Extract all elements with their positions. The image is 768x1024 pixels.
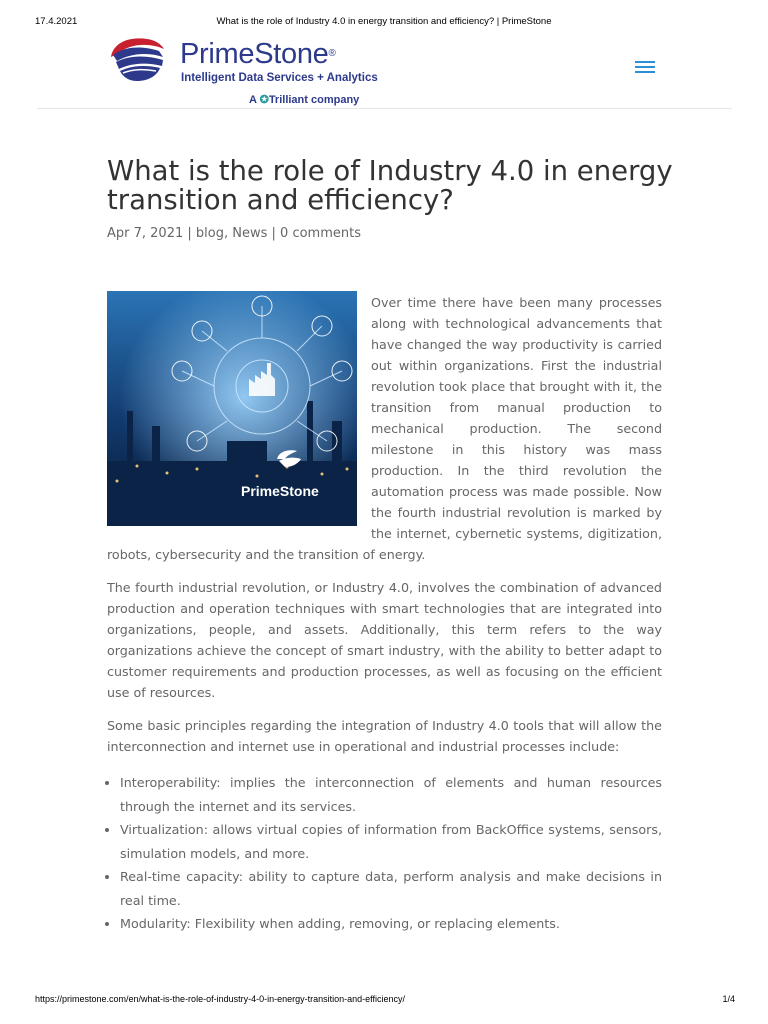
comments-link[interactable]: 0 comments <box>280 226 361 241</box>
category-link-news[interactable]: News <box>232 226 268 241</box>
post-title: What is the role of Industry 4.0 in energy transition and efficiency? <box>107 155 673 216</box>
post-meta: Apr 7, 2021 | blog, News | 0 comments <box>107 226 361 241</box>
logo-subtitle: A ✪Trilliant company <box>249 94 360 106</box>
featured-image <box>107 291 357 526</box>
list-item: • Modularity: Flexibility when adding, removing, or replacing elements. <box>120 912 662 936</box>
post-content <box>107 291 662 936</box>
category-link-blog[interactable]: blog <box>195 226 224 241</box>
list-item: • Real-time capacity: ability to capture data, perform analysis and make decisions in real time. <box>120 865 662 912</box>
principles-list <box>107 771 662 936</box>
post-date: Apr 7, 2021 <box>107 226 184 241</box>
paragraph-2: The fourth industrial revolution, or Industry 4.0, involves the combination of advanced production and operation techniques with smart technologies that are integrated into organizations, people, and assets. Additionally, this term refers to the way organizations achieve the concept of smart industry, with the ability to better adapt to customer requirements and production processes, as well as focusing on the efficient use of resources. <box>107 580 662 700</box>
hamburger-menu-icon[interactable] <box>633 58 657 78</box>
paragraph-3: Some basic principles regarding the integration of Industry 4.0 tools that will allow the interconnection and internet use in operational and industrial processes include: <box>107 718 662 754</box>
image-caption: PrimeStone <box>241 483 319 499</box>
print-header <box>0 16 768 30</box>
print-date: 17.4.2021 <box>35 16 78 27</box>
print-page-title: What is the role of Industry 4.0 in energy transition and efficiency? | PrimeStone <box>216 16 552 27</box>
list-item: • Interoperability: implies the interconnection of elements and human resources through the internet and its services. <box>120 771 662 818</box>
print-url: https://primestone.com/en/what-is-the-role-of-industry-4-0-in-energy-transition-and-efficiency/ <box>35 994 405 1004</box>
site-header <box>37 32 732 109</box>
logo-name: PrimeStone® <box>180 38 336 70</box>
primestone-logo-icon <box>107 35 167 83</box>
primestone-logo[interactable] <box>107 32 397 108</box>
trilliant-icon: ✪ <box>259 94 269 106</box>
list-item: • Virtualization: allows virtual copies of information from BackOffice systems, sensors, simulation models, and more. <box>120 818 662 865</box>
logo-tagline: Intelligent Data Services + Analytics <box>181 72 378 84</box>
print-page-number: 1/4 <box>722 994 735 1004</box>
paragraph-1: Over time there have been many processes along with technological advancements that have changed the way productivity is carried out within organizations. First the industrial revolution took place that brought with it, the transition from manual production to mechanical production. The second milestone in this history was mass production. In the third revolution the automation process was made possible. Now the fourth industrial revolution is marked by the internet, cybernetic systems, digitization, robots, cybersecurity and the transition of energy. <box>107 295 662 562</box>
